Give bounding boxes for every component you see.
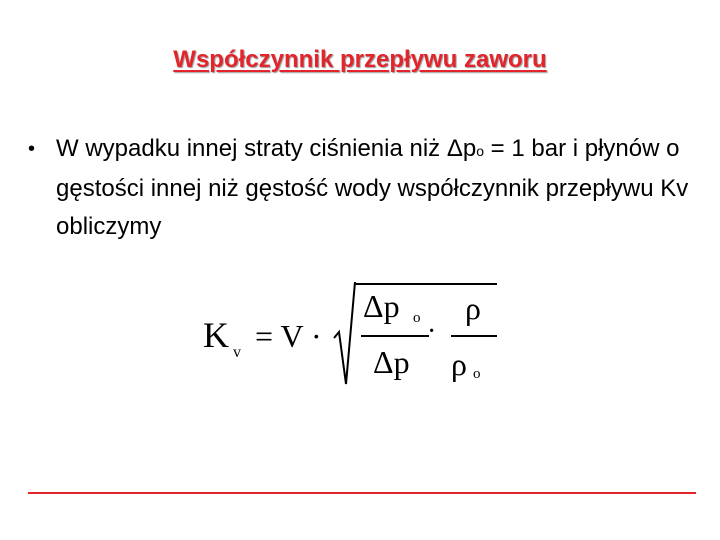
bullet-subscript: o <box>476 143 485 159</box>
formula-k: K <box>203 315 229 355</box>
denominator-delta-p: Δp <box>373 344 410 380</box>
numerator-rho: ρ <box>465 290 481 326</box>
slide-title: Współczynnik przepływu zaworu <box>173 46 547 73</box>
fraction-bar-2 <box>451 335 497 337</box>
bullet-text-part-2: = 1 bar i płynów o gęstości innej niż gęstość wody współczynnik przepływu Kv obliczymy <box>56 135 689 240</box>
multiply-dot: · <box>427 316 437 347</box>
denominator-rho: ρ <box>451 346 467 382</box>
denominator-rho-subscript: o <box>473 366 481 382</box>
bullet-item <box>28 130 698 246</box>
bottom-divider <box>28 492 696 494</box>
sqrt-sign-icon <box>333 280 357 392</box>
kv-formula <box>195 278 515 398</box>
bullet-text-part-1: W wypadku innej straty ciśnienia niż Δp <box>56 135 477 162</box>
sqrt-overline <box>355 283 497 285</box>
fraction-bar-1 <box>361 335 429 337</box>
formula-k-subscript: v <box>233 344 241 361</box>
formula-equals-v: = V · <box>255 318 322 354</box>
bullet-icon: • <box>28 138 36 160</box>
numerator-subscript: o <box>413 310 421 326</box>
bullet-text <box>56 130 698 246</box>
numerator-delta-p: Δp <box>363 288 400 324</box>
